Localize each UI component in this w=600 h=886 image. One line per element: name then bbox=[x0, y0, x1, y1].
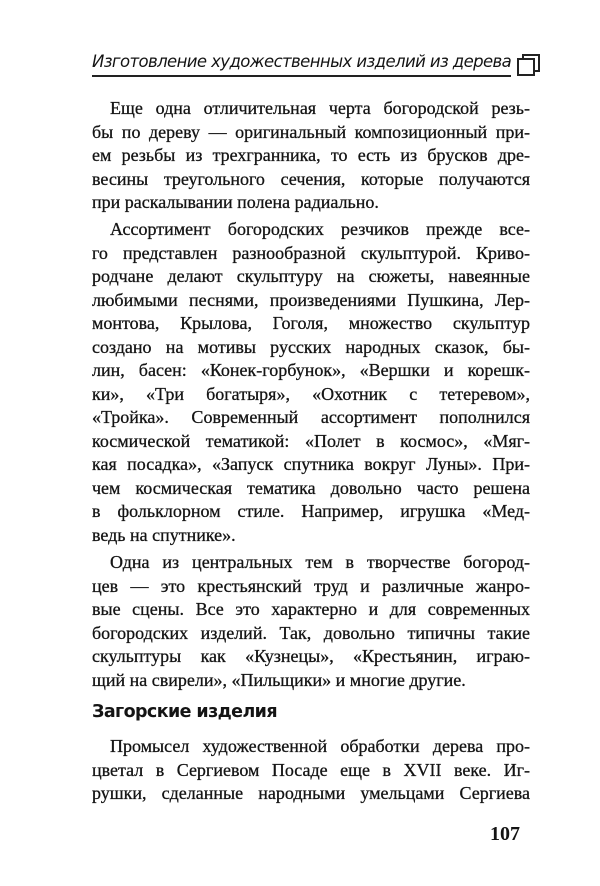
paragraph-2 bbox=[92, 218, 530, 547]
paragraph-1 bbox=[92, 97, 530, 215]
running-header-title: Изготовление художественных изделий из дерева bbox=[92, 52, 512, 71]
text-line: создано на мотивы русских народных сказок, бы- bbox=[92, 336, 530, 357]
text-line: го представлен разнообразной скульптурой. Криво- bbox=[92, 242, 530, 263]
text-line: Промысел художественной обработки дерева про- bbox=[110, 736, 530, 756]
text-line: весины треугольного сечения, которые получаются bbox=[92, 168, 530, 189]
text-line: лин, басен: «Конек-горбунок», «Вершки и корешк- bbox=[92, 360, 530, 380]
text-line: ведь на спутнике». bbox=[92, 524, 236, 545]
text-line: ки», «Три богатыря», «Охотник с тетеревом», bbox=[92, 383, 530, 404]
text-line: бы по дереву — оригинальный композиционный при- bbox=[92, 121, 530, 142]
text-line: «Тройка». Современный ассортимент пополнился bbox=[92, 407, 530, 427]
page-number: 107 bbox=[490, 823, 520, 845]
text-line: Еще одна отличительная черта богородской резь- bbox=[110, 98, 530, 118]
text-line: при раскалывании полена радиально. bbox=[92, 192, 379, 212]
text-line: космической тематикой: «Полет в космос», «Мяг- bbox=[92, 430, 530, 451]
text-line: родчане делают скульптуру на сюжеты, навеянные bbox=[92, 266, 530, 286]
paragraph-4 bbox=[92, 735, 530, 806]
text-line: скульптуры как «Кузнецы», «Крестьянин, играю- bbox=[92, 646, 530, 666]
text-line: щий на свирели», «Пильщики» и многие другие. bbox=[92, 669, 466, 690]
text-line: монтова, Крылова, Гоголя, множество скульптур bbox=[92, 313, 530, 333]
text-line: Одна из центральных тем в творчестве богород- bbox=[110, 552, 530, 572]
text-line: в фольклорном стиле. Например, игрушка «Мед- bbox=[92, 501, 530, 521]
text-line: цветал в Сергиевом Посаде еще в XVII веке. Иг- bbox=[92, 759, 530, 780]
text-line: чем космическая тематика довольно часто решена bbox=[92, 477, 530, 498]
text-line: ем резьбы из трехгранника, то есть из брусков дре- bbox=[92, 145, 530, 165]
section-heading: Загорские изделия bbox=[92, 702, 277, 722]
text-line: рушки, сделанные народными умельцами Сергиева bbox=[92, 783, 530, 803]
text-line: любимыми песнями, произведениями Пушкина, Лер- bbox=[92, 289, 530, 310]
text-line: вые сцены. Все это характерно и для современных bbox=[92, 599, 530, 619]
running-header-text bbox=[92, 50, 511, 77]
text-line: кая посадка», «Запуск спутника вокруг Луны». При- bbox=[92, 454, 530, 474]
text-line: богородских изделий. Так, довольно типичны такие bbox=[92, 622, 530, 643]
book-icon bbox=[517, 54, 541, 76]
text-line: цев — это крестьянский труд и различные жанро- bbox=[92, 575, 530, 596]
text-line: Ассортимент богородских резчиков прежде все- bbox=[110, 219, 530, 239]
header-underline bbox=[92, 75, 511, 77]
paragraph-3 bbox=[92, 551, 530, 692]
running-header bbox=[92, 50, 541, 77]
